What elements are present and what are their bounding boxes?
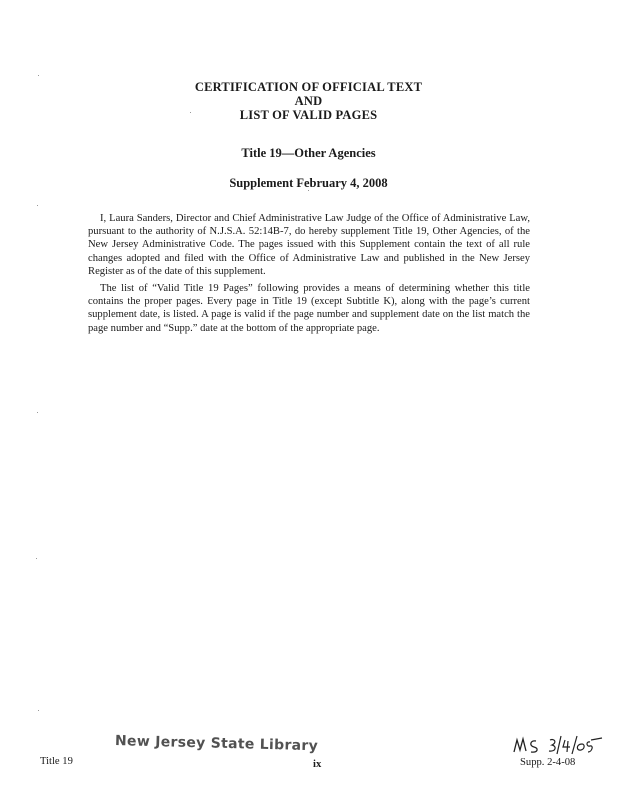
title-heading: Title 19—Other Agencies: [241, 146, 376, 160]
scan-speck: [308, 190, 309, 191]
heading-line-1: CERTIFICATION OF OFFICIAL TEXT: [194, 80, 423, 94]
scan-speck: [38, 75, 39, 76]
scan-speck: [37, 205, 38, 206]
scan-speck: [190, 112, 191, 113]
footer-supplement-date: Supp. 2-4-08: [520, 757, 576, 768]
supplement-heading: Supplement February 4, 2008: [229, 176, 388, 190]
footer-page-number: ix: [313, 759, 322, 770]
handwritten-initials-signature: [510, 730, 610, 760]
certification-paragraph: I, Laura Sanders, Director and Chief Administrative Law Judge of the Office of Administrative Law, pursuant to the authority of N.J.S.A. 52:14B-7, do hereby supplement Title 19, Other Agencies, of the New Jersey Administrative Code. The pages issued with this Supplement contain the text of all rule changes adopted and filed with the Office of Administrative Law and published in the New Jersey Register as of the date of this supplement.: [88, 213, 530, 277]
library-stamp: New Jersey State Library: [114, 733, 319, 755]
heading-line-2: AND: [294, 94, 323, 108]
footer-title: Title 19: [40, 756, 73, 767]
scan-speck: [36, 558, 37, 559]
scan-speck: [38, 710, 39, 711]
valid-pages-paragraph: The list of “Valid Title 19 Pages” following provides a means of determining whether this title contains the proper pages. Every page in Title 19 (except Subtitle K), along with the page’s current supplement date, is listed. A page is valid if the page number and supplement date on the list match the page number and “Supp.” date at the bottom of the appropriate page.: [88, 283, 530, 334]
heading-line-3: LIST OF VALID PAGES: [239, 108, 378, 122]
certification-heading: [0, 80, 617, 122]
scan-speck: [37, 412, 38, 413]
